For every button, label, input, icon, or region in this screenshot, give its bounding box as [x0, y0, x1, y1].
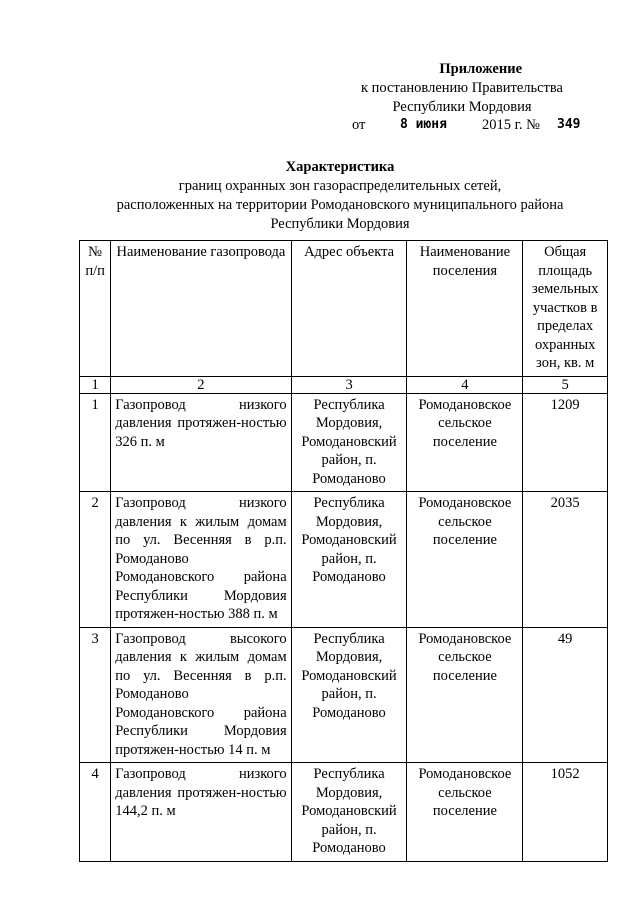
object-address: Республика Мордовия, Ромодановский район, п. Ромоданово — [291, 627, 407, 763]
heading-line-1: границ охранных зон газораспределительных сетей, — [178, 178, 502, 194]
settlement-name: Ромодановское сельское поселение — [407, 627, 523, 763]
document-number: 349 — [557, 117, 581, 132]
area-value: 49 — [523, 627, 608, 763]
settlement-name: Ромодановское сельское поселение — [407, 393, 523, 492]
header-settlement: Наименование поселения — [407, 241, 523, 377]
settlement-name: Ромодановское сельское поселение — [407, 492, 523, 628]
column-number: 1 — [80, 376, 111, 393]
area-value: 2035 — [523, 492, 608, 628]
pipeline-name: Газопровод низкого давления к жилым домам по ул. Весенняя в р.п. Ромоданово Ромодановского района Республики Мордовия протяжен-ностью 388 п. м — [111, 492, 291, 628]
year-text: 2015 г. № — [482, 117, 541, 133]
settlement-name: Ромодановское сельское поселение — [407, 763, 523, 862]
pipeline-name: Газопровод высокого давления к жилым домам по ул. Весенняя в р.п. Ромоданово Ромодановского района Республики Мордовия протяжен-ностью 14 п. м — [111, 627, 291, 763]
appendix-title: Приложение — [439, 61, 522, 77]
appendix-dateline — [352, 117, 612, 134]
document-heading — [80, 158, 600, 234]
object-address: Республика Мордовия, Ромодановский район, п. Ромоданово — [291, 492, 407, 628]
heading-line-3: Республики Мордовия — [270, 216, 410, 232]
appendix-line-2: Республики Мордовия — [392, 99, 532, 115]
area-value: 1209 — [523, 393, 608, 492]
column-number: 4 — [407, 376, 523, 393]
heading-title: Характеристика — [285, 159, 395, 175]
pipeline-name: Газопровод низкого давления протяжен-ностью 144,2 п. м — [111, 763, 291, 862]
table-row — [80, 492, 608, 628]
row-number: 3 — [80, 627, 111, 763]
column-number: 5 — [523, 376, 608, 393]
pipeline-name: Газопровод низкого давления протяжен-ностью 326 п. м — [111, 393, 291, 492]
object-address: Республика Мордовия, Ромодановский район, п. Ромоданово — [291, 763, 407, 862]
table-row — [80, 627, 608, 763]
row-number: 4 — [80, 763, 111, 862]
header-address: Адрес объекта — [291, 241, 407, 377]
characteristics-table — [79, 240, 608, 862]
object-address: Республика Мордовия, Ромодановский район, п. Ромоданово — [291, 393, 407, 492]
row-number: 1 — [80, 393, 111, 492]
date-prefix: от — [352, 117, 366, 133]
appendix-header — [352, 60, 592, 117]
area-value: 1052 — [523, 763, 608, 862]
appendix-line-1: к постановлению Правительства — [361, 80, 563, 96]
header-area: Общая площадь земельных участков в пределах охранных зон, кв. м — [523, 241, 608, 377]
table-header-row — [80, 241, 608, 377]
column-number-row — [80, 376, 608, 393]
date-handwritten: 8 июня — [400, 117, 447, 132]
table-row — [80, 763, 608, 862]
header-number: № п/п — [80, 241, 111, 377]
column-number: 3 — [291, 376, 407, 393]
header-pipeline-name: Наименование газопровода — [111, 241, 291, 377]
table-row — [80, 393, 608, 492]
column-number: 2 — [111, 376, 291, 393]
row-number: 2 — [80, 492, 111, 628]
heading-line-2: расположенных на территории Ромодановского муниципального района — [116, 197, 564, 213]
